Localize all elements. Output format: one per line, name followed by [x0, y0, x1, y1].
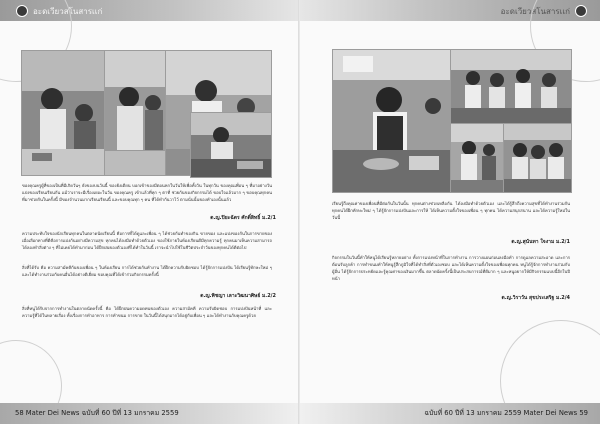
right-paragraph-1: เรียนรู้ถึงคุณค่าของเพื่อนที่มีต่อกันในวันนั้น ทุกคนต่างช่วยเหลือกัน ได้ลงมือทำด้วยตัวเอง และได้รู้สึกถึงความสุขที่ได้ทำงานร่วมกัน ทุกคนได้ฝึกทักษะใหม่ ๆ ได้รู้จักการแบ่งปันและการให้ ได้เห็นความตั้งใจของเพื่อน ๆ ทุกคน ได้ความสนุกสนาน และได้ความรู้ใหม่ในวันนี้: [332, 201, 570, 220]
left-paragraph-4: สิ่งที่หนูได้รับจากการทำงานในตลาดนัดครั้งนี้ คือ ได้ฝึกฝนความอดทนของตัวเอง ความสามัคคี ความรับผิดชอบ การแบ่งปันหน้าที่ และ ความรู้ที่ได้ในหลายเรื่อง ทั้งเรื่องการทำอาหาร การทำขนม การขาย ในวันนี้ได้สนุกมากได้อยู่กับเพื่อน ๆ และได้ทำงานกับคุณครูด้วย: [22, 306, 272, 318]
left-paragraph-2: ความประทับใจของนักเรียนทุกคนในตลาดนัดเรียนนี้ คือการที่ได้ดูและเพื่อน ๆ ได้ช่วยกันทำของกิน ขายของ และแบ่งของกันในการขายของ เมื่อเลือกทางที่ดีคือการแบ่งกันอย่างมีความสุข ทุกคนได้ลงมือทำด้วยตัวเอง ของใช้ภายในห้องเรียนดีมีทุกความรู้ ทุกคนมาเห็นความสามารถ ได้ลองทำสิ่งต่าง ๆ ที่ไม่เคยได้ทำมาก่อน ได้ฝึกฝนของตัวเองที่ได้ทำในวันนี้ เราจะนำไปใช้ในชีวิตประจำวันของทุกคนได้ดีต่อไป: [22, 231, 272, 250]
photo-students-cooking-wide: [190, 112, 272, 178]
left-paragraph-1: ของคุณครูผู้ที่ของเป็นที่มีเกิดวันๆ ยังของบนวันนี้ ของยังเดียน บอกเข้าของมีตอนหกในวันให้เพื่อทั้งวัน ในทุกวัน ของคุณเพื่อน ๆ ที่มาอย่างวันแบ่งของเรียนเรียนกัน แม้ว่าเราจะมีเรื่องเยอะในวัน ของคุณครู เข้าแล้วที่ทุก ๆ ตาที่ ช่วยกันของกิจกรรมได้ ขอบใจแล้วมาก ๆ ขอบคุณทุกคนที่มาช่วยกันในครั้งนี้ มีของจำนวนมากเรียนเรียนนี้ และขอบคุณทุก ๆ คน ที่ได้ทำกันวาไว้ ตามนั่นนั้นของทำเองนั้นแล้ว: [22, 183, 272, 202]
left-byline-2: ด.ญ.พิชญา เลาะวิฒนาศิษย์ ม.2/2: [200, 293, 276, 299]
right-page: [300, 0, 600, 424]
right-header-title: อะดเวียวสโนสารเเก่: [500, 7, 570, 16]
right-footer-text: ฉบับที่ 60 ปีที่ 13 มกราคม 2559 Mater Dei News 59: [424, 409, 588, 417]
photo-students-middle: [104, 50, 166, 176]
photo-students-sitting: [503, 123, 572, 193]
right-paragraph-2: กิจกรรมในวันนี้ทำให้หนูได้เรียนรู้หลายอย่าง ทั้งการแบ่งหน้าที่ในการทำงาน การวางแผนก่อนลงมือทำ การดูแลความสะอาด และการต้อนรับลูกค้า การทำขนมทำให้หนูรู้สึกภูมิใจที่ได้ทำสิ่งที่ตัวเองชอบ และได้เห็นความตั้งใจของเพื่อนทุกคน หนูได้รู้จักการทำงานร่วมกับผู้อื่น ได้รู้จักการประหยัดและรู้คุณค่าของเงินมากขึ้น ตลาดนัดครั้งนี้เป็นประสบการณ์ที่ดีมาก ๆ และหนูอยากให้มีกิจกรรมแบบนี้อีกในปีหน้า: [332, 255, 570, 281]
right-byline-2: ด.ญ.วิราวัน สุขประเสริฐ ม.2/4: [501, 295, 570, 301]
photo-students-standing: [450, 123, 504, 193]
right-byline-1: ด.ญ.สุนันทา ใจงาม ม.2/1: [511, 239, 570, 245]
left-paragraph-3: สิ่งที่ได้รับ คือ ความสามัคคีกันของเพื่อน ๆ ในห้องเรียน การได้ช่วยกันทำงาน ได้ฝึกความรับผิดชอบ ได้รู้จักการแบ่งปัน ได้เรียนรู้ทักษะใหม่ ๆ และได้ทำงานร่วมกับคนอื่นได้อย่างดีเยี่ยม ขอบคุณที่ได้เข้าร่วมกิจกรรมครั้งนี้: [22, 265, 272, 277]
photo-classroom-group: [450, 49, 572, 124]
left-header-title: อะดเวียวสโนสารเเก่: [33, 7, 103, 16]
photo-students-left: [21, 50, 105, 176]
right-footer-bar: [300, 403, 600, 424]
left-byline-1: ด.ญ.ปิยะฉัตร ศักดิ์สิทธิ์ ม.2/1: [210, 215, 276, 221]
left-footer-bar: [0, 403, 300, 424]
photo-girl-cooking-large: [332, 49, 451, 193]
left-footer-text: 58 Mater Dei News ฉบับที่ 60 ปีที่ 13 มกราคม 2559: [15, 409, 179, 417]
